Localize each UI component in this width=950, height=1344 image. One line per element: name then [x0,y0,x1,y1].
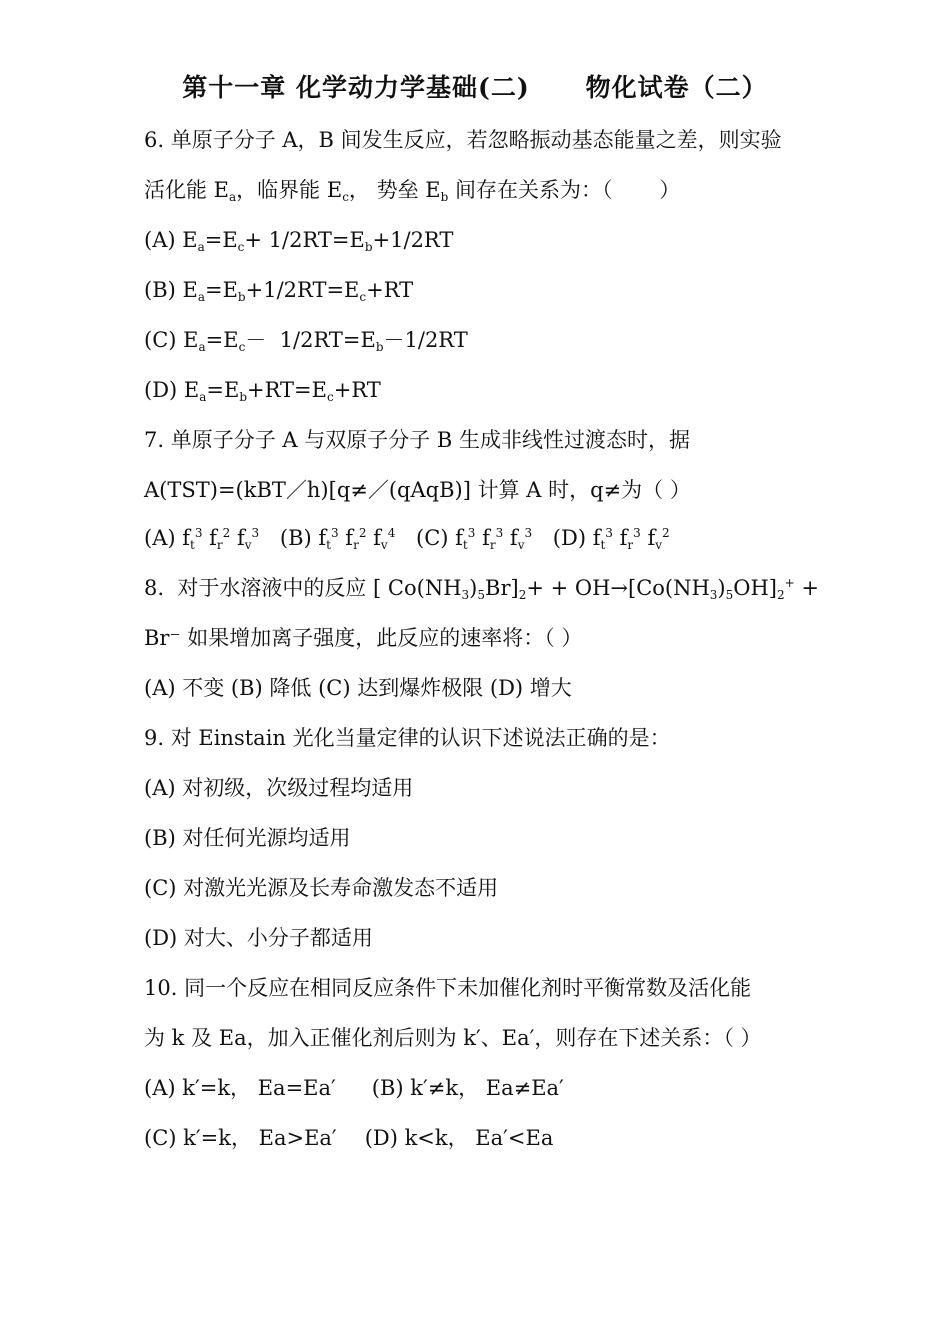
q6-option-c: (C) $E_a=E_c- 1/2RT=E_b-1/2RT$ [144,328,468,354]
q7-line2: A(TST)=(kBT／h)[q≠／(qAqB)] 计算 A 时，q≠为（ ） [144,478,691,502]
q7-options [144,524,670,552]
q7-line1: 7. 单原子分子 A 与双原子分子 B 生成非线性过渡态时，据 [144,428,691,452]
q7-option-c: (C) $f_t^3$ $f_r^3$ $f_v^3$ [416,526,533,552]
q10-option-d: (D) k<k， Ea′<Ea [364,1126,554,1150]
q9-option-d: (D) 对大、小分子都适用 [144,926,373,950]
q6-option-a: (A) $E_a=E_c+ 1/2RT=E_b+1/2RT$ [144,228,454,254]
chapter-title: 第十一章 化学动力学基础(二) [182,73,530,102]
q9-option-a: (A) 对初级，次级过程均适用 [144,776,414,800]
q10-options-row1 [144,1074,564,1102]
q9-option-c: (C) 对激光光源及长寿命激发态不适用 [144,876,499,900]
q6-line2: 活化能 $E_a$，临界能 $E_c$， 势垒 $E_b$ 间存在关系为：（ ） [144,178,681,204]
q10-options-row2 [144,1124,553,1152]
q7-option-a: (A) $f_t^3$ $f_r^2$ $f_v^3$ [144,526,260,552]
q10-line2: 为 k 及 Ea，加入正催化剂后则为 k′、Ea′，则存在下述关系：（ ） [144,1026,762,1050]
q9-option-b: (B) 对任何光源均适用 [144,826,351,850]
q6-option-b: (B) $E_a=E_b+1/2RT=E_c+RT$ [144,278,414,304]
q6-option-d: (D) $E_a=E_b+RT=E_c+RT$ [144,378,381,404]
q8-line2: Br⁻ 如果增加离子强度，此反应的速率将：（ ） [144,626,583,650]
q7-option-d: (D) $f_t^3$ $f_r^3$ $f_v^2$ [552,526,670,552]
q6-line1: 6. 单原子分子 A，B 间发生反应，若忽略振动基态能量之差，则实验 [144,128,782,152]
q8-options: (A) 不变 (B) 降低 (C) 达到爆炸极限 (D) 增大 [144,676,572,700]
paper-title: 物化试卷（二） [585,73,768,102]
q10-option-c: (C) k′=k， Ea>Ea′ [144,1126,337,1150]
q10-line1: 10. 同一个反应在相同反应条件下未加催化剂时平衡常数及活化能 [144,976,752,1000]
page-title [0,68,950,104]
q10-option-a: (A) k′=k， Ea=Ea′ [144,1076,336,1100]
q7-option-b: (B) $f_t^3$ $f_r^2$ $f_v^4$ [279,526,396,552]
q10-option-b: (B) k′≠k， Ea≠Ea′ [371,1076,564,1100]
q8-line1: 8. 对于水溶液中的反应 [ $Co(NH_3)_5Br]_2+ + OH\to[Co(NH_3)_5OH]_2^+$ + [144,576,819,602]
q9-line1: 9. 对 Einstain 光化当量定律的认识下述说法正确的是： [144,726,671,750]
